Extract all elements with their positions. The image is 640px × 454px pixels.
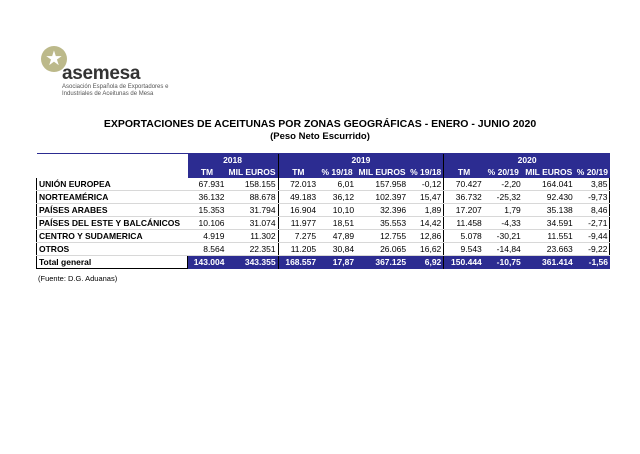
table-cell: 3,85 <box>575 178 610 191</box>
table-cell: -2,20 <box>484 178 523 191</box>
table-cell: -30,21 <box>484 230 523 243</box>
table-cell: -9,73 <box>575 191 610 204</box>
table-cell: -1,56 <box>575 256 610 269</box>
table-cell: 16.904 <box>278 204 318 217</box>
table-cell: 67.931 <box>188 178 227 191</box>
col-header: % 19/18 <box>408 166 444 178</box>
table-cell: 49.183 <box>278 191 318 204</box>
table-cell: 22.351 <box>227 243 279 256</box>
asemesa-logo <box>40 44 170 104</box>
year-2018: 2018 <box>188 154 279 167</box>
table-cell: 158.155 <box>227 178 279 191</box>
table-cell: 36.732 <box>444 191 484 204</box>
year-2019: 2019 <box>278 154 444 167</box>
col-header: MIL EUROS <box>356 166 408 178</box>
table-cell: 18,51 <box>318 217 356 230</box>
table-cell: 11.551 <box>523 230 575 243</box>
star-icon: ★ <box>41 46 67 72</box>
table-cell: 26.065 <box>356 243 408 256</box>
table-cell: 361.414 <box>523 256 575 269</box>
table-cell: 6,92 <box>408 256 444 269</box>
table-row <box>37 191 610 204</box>
exports-table <box>36 153 610 269</box>
table-cell: 12,86 <box>408 230 444 243</box>
col-header: TM <box>444 166 484 178</box>
logo-tagline: Asociación Española de Exportadores e Industriales de Aceitunas de Mesa <box>62 84 169 97</box>
report-subtitle: (Peso Neto Escurrido) <box>270 131 370 142</box>
table-row <box>37 178 610 191</box>
row-label: NORTEAMÉRICA <box>37 191 188 204</box>
table-cell: 15,47 <box>408 191 444 204</box>
table-cell: 35.553 <box>356 217 408 230</box>
col-header: % 19/18 <box>318 166 356 178</box>
col-header: MIL EUROS <box>227 166 279 178</box>
row-label: PAÍSES ARABES <box>37 204 188 217</box>
table-cell: 8,46 <box>575 204 610 217</box>
table-cell: 23.663 <box>523 243 575 256</box>
table-cell: 11.977 <box>278 217 318 230</box>
table-row <box>37 243 610 256</box>
col-header: TM <box>278 166 318 178</box>
report-title: EXPORTACIONES DE ACEITUNAS POR ZONAS GEOGRÁFICAS - ENERO - JUNIO 2020 <box>103 118 537 130</box>
year-2020: 2020 <box>444 154 610 167</box>
table-cell: 6,01 <box>318 178 356 191</box>
row-label: Total general <box>37 256 188 269</box>
table-cell: 8.564 <box>188 243 227 256</box>
table-cell: 12.755 <box>356 230 408 243</box>
row-label: OTROS <box>37 243 188 256</box>
table-cell: -25,32 <box>484 191 523 204</box>
col-header: % 20/19 <box>484 166 523 178</box>
table-cell: 5.078 <box>444 230 484 243</box>
table-cell: 168.557 <box>278 256 318 269</box>
table-cell: -2,71 <box>575 217 610 230</box>
table-cell: 10,10 <box>318 204 356 217</box>
table-cell: 10.106 <box>188 217 227 230</box>
table-row <box>37 204 610 217</box>
table-cell: 11.205 <box>278 243 318 256</box>
table-cell: 157.958 <box>356 178 408 191</box>
table-cell: 343.355 <box>227 256 279 269</box>
table-cell: 31.794 <box>227 204 279 217</box>
table-cell: 1,79 <box>484 204 523 217</box>
table-cell: 17.207 <box>444 204 484 217</box>
row-label: PAÍSES DEL ESTE Y BALCÁNICOS <box>37 217 188 230</box>
table-cell: 11.458 <box>444 217 484 230</box>
table-cell: 102.397 <box>356 191 408 204</box>
table-cell: 143.004 <box>188 256 227 269</box>
row-label: UNIÓN EUROPEA <box>37 178 188 191</box>
table-cell: 164.041 <box>523 178 575 191</box>
table-cell: 11.302 <box>227 230 279 243</box>
column-header-row <box>37 166 610 178</box>
table-cell: 150.444 <box>444 256 484 269</box>
table-row <box>37 217 610 230</box>
table-cell: 32.396 <box>356 204 408 217</box>
table-cell: 88.678 <box>227 191 279 204</box>
table-cell: 1,89 <box>408 204 444 217</box>
table-cell: 34.591 <box>523 217 575 230</box>
table-cell: -10,75 <box>484 256 523 269</box>
total-row <box>37 256 610 269</box>
row-label: CENTRO Y SUDAMERICA <box>37 230 188 243</box>
table-cell: 17,87 <box>318 256 356 269</box>
table-cell: 92.430 <box>523 191 575 204</box>
table-cell: -9,22 <box>575 243 610 256</box>
table-cell: -0,12 <box>408 178 444 191</box>
table-cell: 14,42 <box>408 217 444 230</box>
table-cell: 35.138 <box>523 204 575 217</box>
year-header-row <box>37 154 610 167</box>
logo-name: asemesa <box>62 63 141 84</box>
table-cell: 9.543 <box>444 243 484 256</box>
table-cell: 70.427 <box>444 178 484 191</box>
col-header: % 20/19 <box>576 167 608 177</box>
table-cell: 16,62 <box>408 243 444 256</box>
table-cell: 36.132 <box>188 191 227 204</box>
table-cell: 47,89 <box>318 230 356 243</box>
table-cell: 31.074 <box>227 217 279 230</box>
table-cell: 30,84 <box>318 243 356 256</box>
table-cell: 367.125 <box>356 256 408 269</box>
table-cell: 72.013 <box>278 178 318 191</box>
table-cell: 15.353 <box>188 204 227 217</box>
table-cell: 7.275 <box>278 230 318 243</box>
table-cell: -9,44 <box>575 230 610 243</box>
table-row <box>37 230 610 243</box>
table-cell: 36,12 <box>318 191 356 204</box>
table-cell: -14,84 <box>484 243 523 256</box>
col-header: TM <box>188 166 227 178</box>
col-header: MIL EUROS <box>523 166 575 178</box>
source-note: (Fuente: D.G. Aduanas) <box>38 274 118 283</box>
table-cell: -4,33 <box>484 217 523 230</box>
table-cell: 4.919 <box>188 230 227 243</box>
